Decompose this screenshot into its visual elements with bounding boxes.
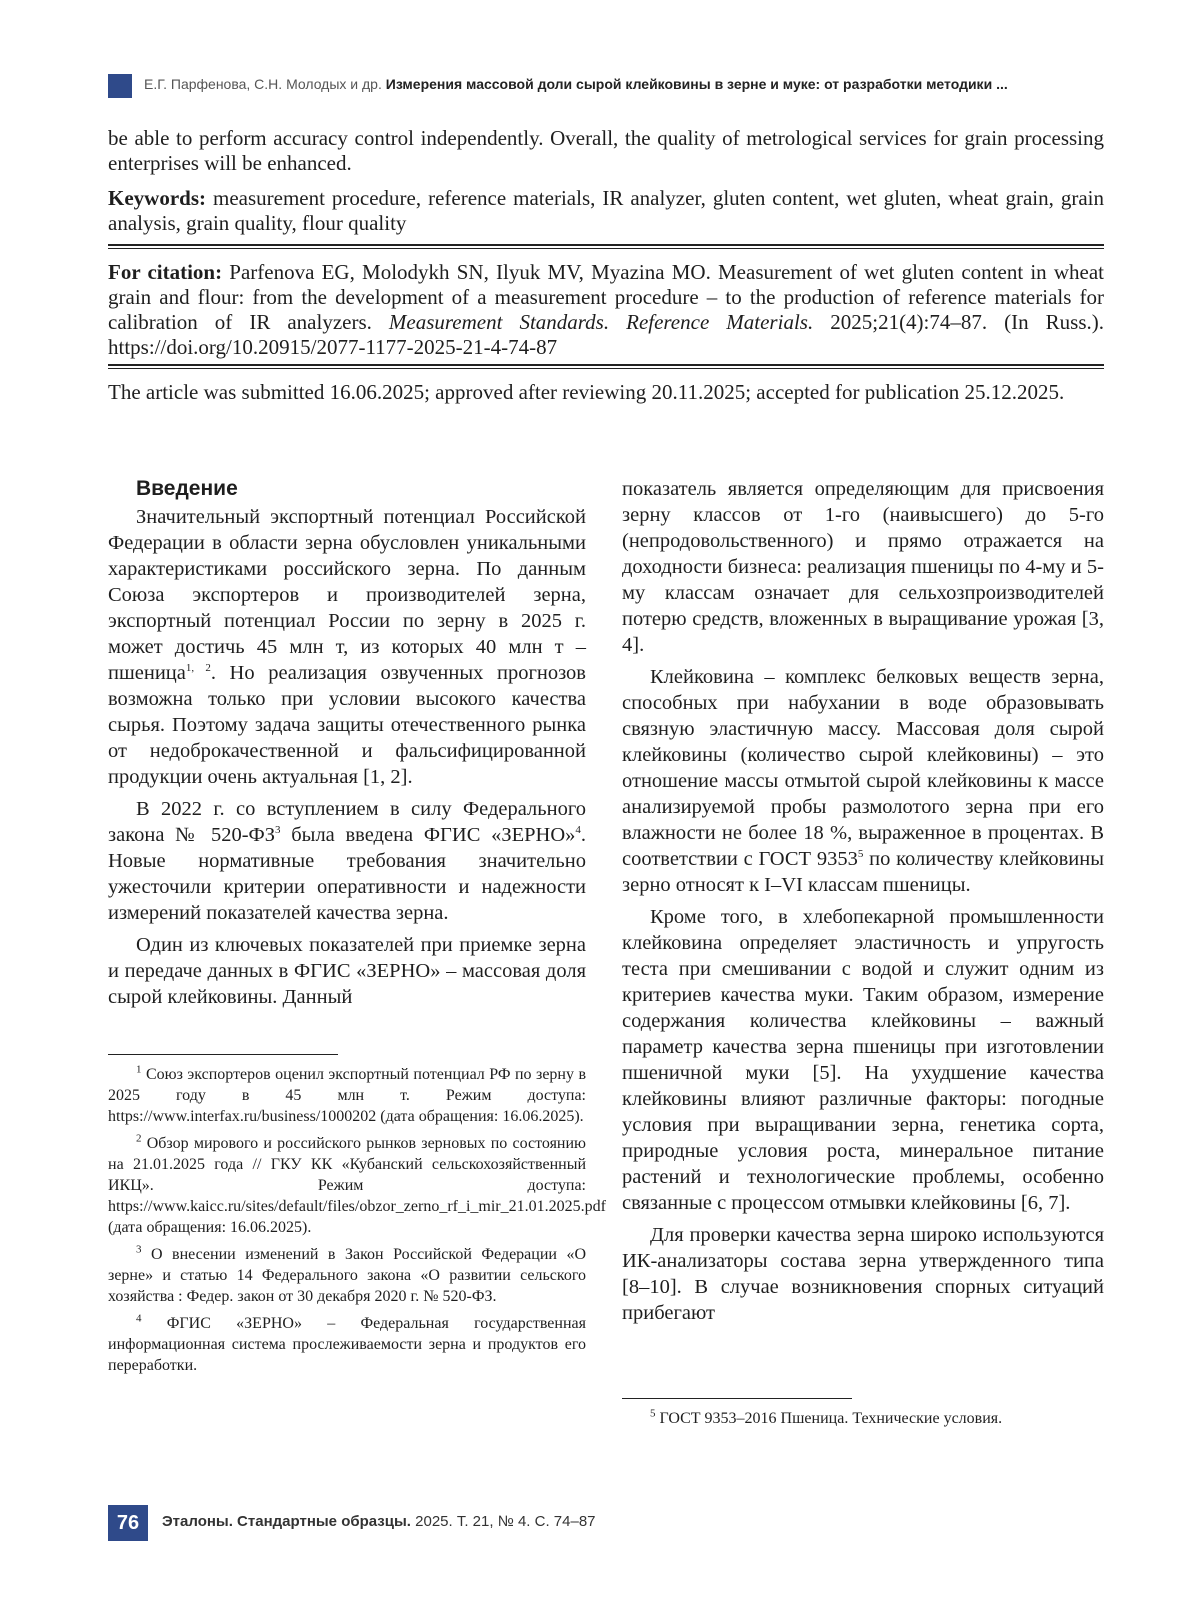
footnote-2: $^2$ Обзор мирового и российского рынков зерновых по состоянию на 21.01.2025 года // ГКУ КК «Кубанский сельскохозяйственный ИКЦ». Режим доступа: https://www.kaicc.ru/sites/default/files/obzor_zerno_rf_i_mir_21.01.2025.pdf (дата обращения: 16.06.2025).: [108, 1132, 606, 1236]
citation: [108, 260, 1104, 360]
intro-paragraph-3: Один из ключевых показателей при приемке зерна и передаче данных в ФГИС «ЗЕРНО» – массовая доля сырой клейковины. Данный: [108, 934, 586, 1008]
article-dates: The article was submitted 16.06.2025; approved after reviewing 20.11.2025; accepted for publication 25.12.2025.: [108, 380, 1065, 404]
citation-bottom-rule: [108, 364, 1104, 369]
intro-paragraph-1: Значительный экспортный потенциал Российской Федерации в области зерна обусловлен уникальными характеристиками российского зерна. По данным Союза экспортеров и производителей зерна, экспортный потенциал России по зерну в 2025 г. может достичь 45 млн т, из которых 40 млн т – пшеница$^{1, 2}$. Но реализация озвученных прогнозов возможна только при условии высокого качества сырья. Поэтому задача защиты отечественного рынка от недоброкачественной и фальсифицированной продукции очень актуальная [1, 2].: [108, 506, 586, 788]
footnote-ref: 5: [857, 848, 864, 861]
header-authors: Е.Г. Парфенова, С.Н. Молодых и др.: [144, 76, 382, 92]
section-heading: Введение: [136, 477, 238, 500]
footnote-ref: 4: [575, 824, 581, 837]
footnote-1: $^1$ Союз экспортеров оценил экспортный потенциал РФ по зерну в 2025 году в 45 млн т. Режим доступа: https://www.interfax.ru/business/1000202 (дата обращения: 16.06.2025).: [108, 1063, 587, 1125]
header-square-marker: [108, 74, 132, 98]
footnote-3: $^3$ О внесении изменений в Закон Российской Федерации «О зерне» и статью 14 Федерального закона «О развитии сельского хозяйства : Федер. закон от 30 декабря 2020 г. № 520-ФЗ.: [108, 1243, 587, 1305]
right-column: [622, 476, 1104, 1332]
footnote-4: $^4$ ФГИС «ЗЕРНО» – Федеральная государственная информационная система прослеживаемости зерна и продуктов его переработки.: [108, 1312, 586, 1374]
footnotes-left: [108, 1063, 606, 1382]
citation-tail: 2025;21(4):74–87. (In Russ.). https://doi.org/10.20915/2077-1177-2025-21-4-74-87: [108, 310, 1105, 359]
journal-reference: Эталоны. Стандартные образцы. 2025. Т. 21, № 4. С. 74–87: [162, 1513, 596, 1530]
footnote-rule-left: [108, 1054, 338, 1055]
keywords-label: Keywords:: [108, 186, 206, 210]
footnote-5: $^5$ ГОСТ 9353–2016 Пшеница. Технические условия.: [650, 1407, 1003, 1427]
footnotes-right: [622, 1408, 1104, 1435]
right-paragraph-2: Клейковина – комплекс белковых веществ зерна, способных при набухании в воде образовывать связную эластичную массу. Массовая доля сырой клейковины (количество сырой клейковины) – это отношение массы отмытой сырой клейковины к массе анализируемой пробы размолотого зерна при его влажности не более 18 %, выраженное в процентах. В соответствии с ГОСТ 9353$^5$ по количеству клейковины зерно относят к I–VI классам пшеницы.: [622, 666, 1104, 896]
page-footer: [108, 1505, 808, 1541]
citation-journal: Measurement Standards. Reference Materials.: [388, 310, 814, 334]
page-number: 76: [108, 1505, 148, 1541]
right-paragraph-1: показатель является определяющим для присвоения зерну классов от 1-го (наивысшего) до 5-го (непродовольственного) и прямо отражается на доходности бизнеса: реализация пшеницы по 4-му и 5-му классам означает для сельхозпроизводителей потерю средств, вложенных в выращивание урожая [3, 4].: [622, 478, 1104, 656]
keywords-text: measurement procedure, reference materials, IR analyzer, gluten content, wet gluten, wheat grain, grain analysis, grain quality, flour quality: [108, 186, 1104, 235]
left-column: [108, 476, 586, 1016]
header-text: [144, 76, 1104, 92]
keywords: [108, 186, 1104, 236]
citation-text: Parfenova EG, Molodykh SN, Ilyuk MV, Myazina MO. Measurement of wet gluten content in wheat grain and flour: from the development of a measurement procedure – to the production of reference materials for calibration of IR analyzers.: [108, 260, 1104, 334]
header-title: Измерения массовой доли сырой клейковины в зерне и муке: от разработки методики ...: [385, 76, 1008, 92]
right-paragraph-4: Для проверки качества зерна широко используются ИК-анализаторы состава зерна утвержденного типа [8–10]. В случае возникновения спорных ситуаций прибегают: [622, 1224, 1104, 1324]
abstract-end: be able to perform accuracy control independently. Overall, the quality of metrological services for grain processing enterprises will be enhanced.: [108, 126, 1104, 175]
citation-label: For citation:: [108, 260, 223, 284]
intro-paragraph-2: В 2022 г. со вступлением в силу Федерального закона № $520-ФЗ^3$ была введена ФГИС «ЗЕРНО»$^4$. Новые нормативные требования значительно ужесточили критерии оперативности и надежности измерений показателей качества зерна.: [108, 798, 586, 924]
citation-top-rule: [108, 244, 1104, 249]
running-header: [108, 72, 1104, 100]
footnote-rule-right: [622, 1398, 852, 1399]
footnote-ref: 3: [275, 824, 281, 837]
right-paragraph-3: Кроме того, в хлебопекарной промышленности клейковина определяет эластичность и упругость теста при смешивании с водой и служит одним из критериев качества муки. Таким образом, измерение содержания количества клейковины – важный параметр качества зерна пшеницы при изготовлении пшеничной муки [5]. На ухудшение качества клейковины влияют различные факторы: погодные условия при выращивании зерна, генетика сорта, природные условия роста, минеральное питание растений и технологические проблемы, особенно связанные с процессом отмывки клейковины [6, 7].: [622, 906, 1104, 1214]
footnote-ref: 1, 2: [185, 662, 211, 675]
